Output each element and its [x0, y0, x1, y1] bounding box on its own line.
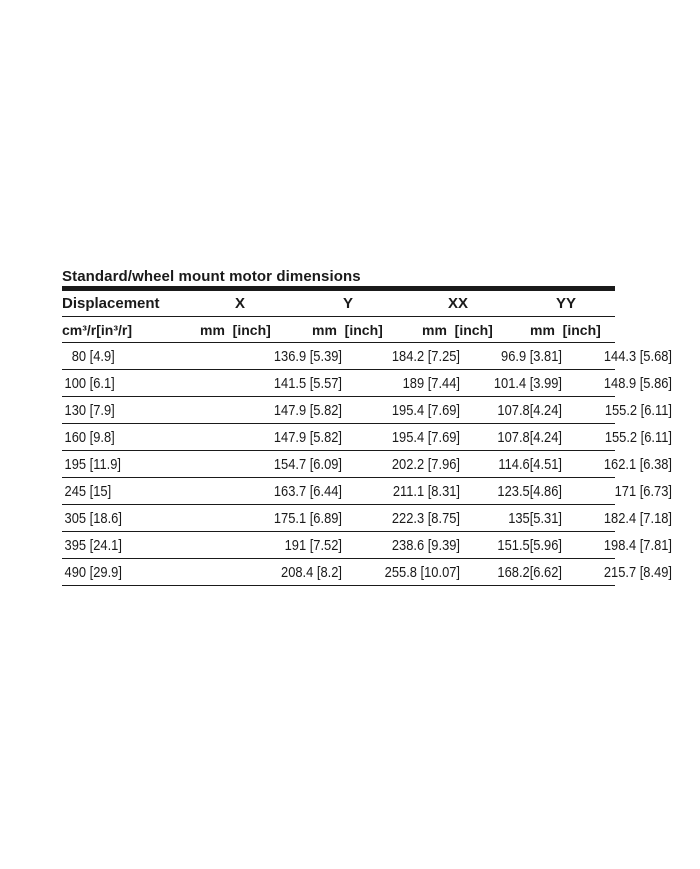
table-row [62, 370, 672, 397]
cell-yy: 155.2 [6.11] [604, 429, 672, 446]
cell-y: 255.8 [10.07] [384, 564, 460, 581]
cell-xx: 114.6[4.51] [498, 456, 562, 473]
cell-y: 202.2 [7.96] [391, 456, 460, 473]
unit-xx: mm [inch] [422, 322, 493, 338]
cell-xx: 168.2[6.62] [497, 564, 562, 581]
cell-displacement: 130 [7.9] [64, 402, 115, 419]
cell-xx: 123.5[4.86] [497, 483, 562, 500]
table-row [62, 397, 672, 424]
units-row [62, 317, 615, 343]
cell-displacement: 100 [6.1] [64, 375, 115, 392]
cell-x: 154.7 [6.09] [273, 456, 342, 473]
cell-y: 195.4 [7.69] [391, 429, 460, 446]
cell-yy: 162.1 [6.38] [603, 456, 672, 473]
cell-y: 189 [7.44] [402, 375, 460, 392]
cell-displacement: 195 [11.9] [64, 456, 121, 473]
cell-yy: 148.9 [5.86] [603, 375, 672, 392]
cell-x: 208.4 [8.2] [281, 564, 342, 581]
cell-xx: 96.9 [3.81] [501, 348, 562, 365]
cell-x: 175.1 [6.89] [273, 510, 342, 527]
table-row [62, 424, 672, 451]
table-row [62, 343, 672, 370]
cell-yy: 215.7 [8.49] [603, 564, 672, 581]
cell-y: 211.1 [8.31] [392, 483, 460, 500]
cell-y: 184.2 [7.25] [391, 348, 460, 365]
cell-displacement: 395 [24.1] [64, 537, 122, 554]
table-row [62, 532, 672, 559]
unit-x: mm [inch] [200, 322, 271, 338]
unit-y: mm [inch] [312, 322, 383, 338]
cell-x: 141.5 [5.57] [273, 375, 342, 392]
cell-x: 147.9 [5.82] [273, 429, 342, 446]
cell-x: 163.7 [6.44] [273, 483, 342, 500]
cell-yy: 155.2 [6.11] [604, 402, 672, 419]
cell-yy: 198.4 [7.81] [603, 537, 672, 554]
cell-displacement: 80 [4.9] [71, 348, 115, 365]
cell-x: 191 [7.52] [284, 537, 342, 554]
cell-y: 195.4 [7.69] [391, 402, 460, 419]
header-displacement: Displacement [62, 295, 160, 312]
cell-yy: 144.3 [5.68] [603, 348, 672, 365]
cell-y: 222.3 [8.75] [391, 510, 460, 527]
table-row [62, 478, 672, 505]
cell-xx: 107.8[4.24] [497, 429, 562, 446]
cell-yy: 182.4 [7.18] [603, 510, 672, 527]
cell-displacement: 490 [29.9] [64, 564, 122, 581]
cell-xx: 135[5.31] [508, 510, 562, 527]
unit-yy: mm [inch] [530, 322, 601, 338]
table-title: Standard/wheel mount motor dimensions [62, 268, 361, 285]
cell-xx: 107.8[4.24] [497, 402, 562, 419]
cell-displacement: 160 [9.8] [64, 429, 115, 446]
cell-displacement: 305 [18.6] [64, 510, 122, 527]
header-xx: XX [447, 295, 468, 312]
cell-displacement: 245 [15] [64, 483, 112, 500]
unit-displacement: cm³/r[in³/r] [62, 322, 132, 338]
table-row [62, 451, 672, 478]
cell-xx: 151.5[5.96] [497, 537, 562, 554]
cell-x: 147.9 [5.82] [273, 402, 342, 419]
header-y: Y [342, 295, 353, 312]
dimensions-table [62, 267, 672, 586]
header-yy: YY [555, 295, 576, 312]
cell-x: 136.9 [5.39] [273, 348, 342, 365]
cell-y: 238.6 [9.39] [391, 537, 460, 554]
table-row [62, 505, 672, 532]
cell-xx: 101.4 [3.99] [493, 375, 562, 392]
table-row [62, 559, 672, 586]
header-x: X [234, 295, 245, 312]
header-row [62, 291, 615, 317]
cell-yy: 171 [6.73] [614, 483, 672, 500]
